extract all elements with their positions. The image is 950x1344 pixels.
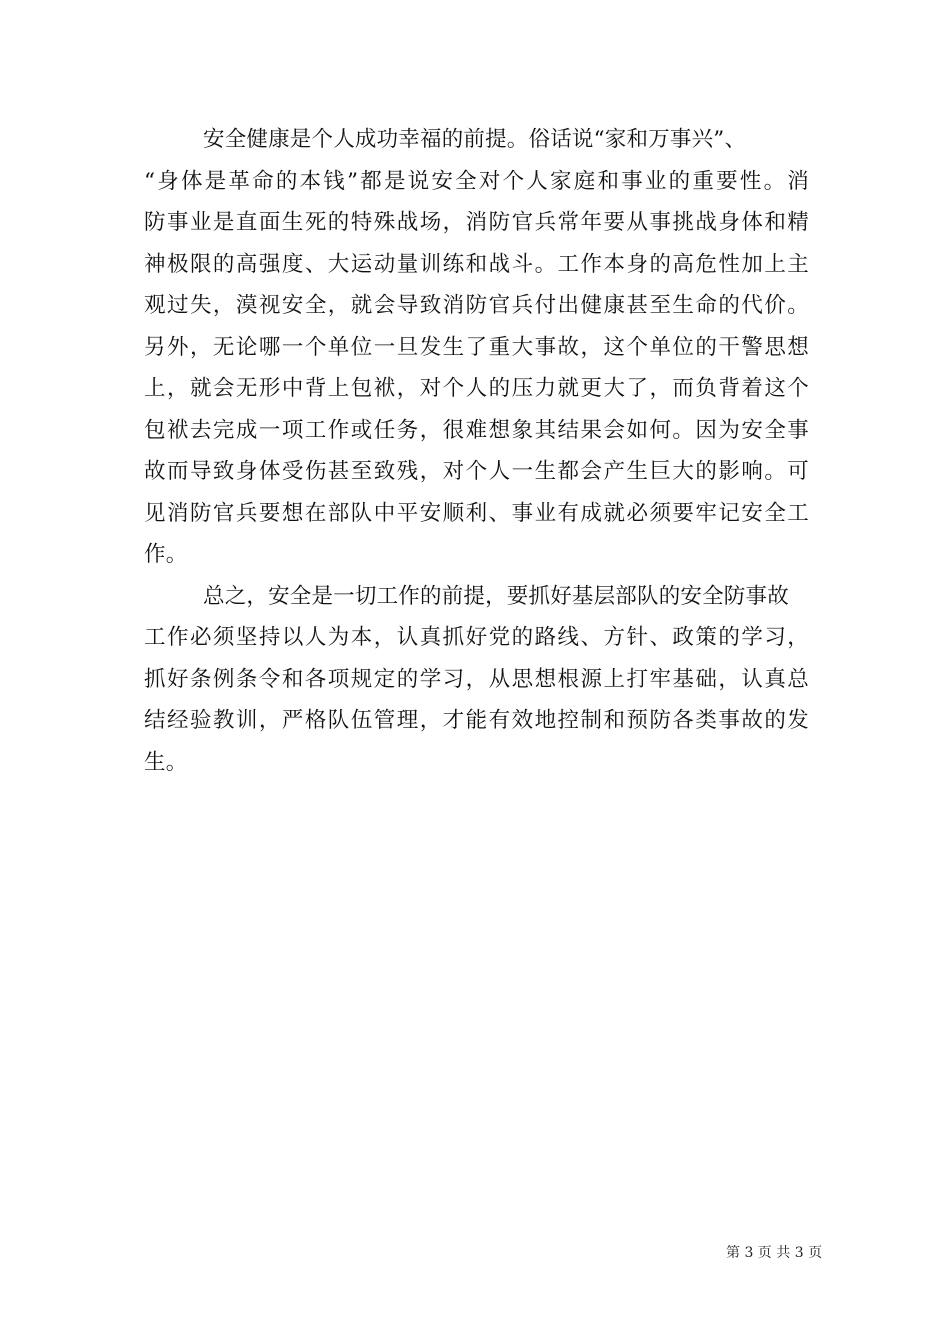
paragraph-2-line-2: 工作必须坚持以人为本，认真抓好党的路线、方针、政策的学习， [144, 625, 809, 650]
paragraph-2-line-3: 抓好条例条令和各项规定的学习，从思想根源上打牢基础，认真总 [144, 666, 809, 692]
paragraph-1-line-9: 故而导致身体受伤甚至致残，对个人一生都会产生巨大的影响。可 [144, 459, 809, 484]
page-number-footer: 第 3 页 共 3 页 [726, 1245, 823, 1261]
paragraph-1-line-11: 作。 [144, 542, 188, 567]
paragraph-1-line-1: 安全健康是个人成功幸福的前提。俗话说“家和万事兴”、 [203, 127, 747, 152]
paragraph-1-line-3: 防事业是直面生死的特殊战场，消防官兵常年要从事挑战身体和精 [144, 210, 809, 235]
body-text [144, 119, 809, 783]
paragraph-1-line-2: “身体是革命的本钱”都是说安全对个人家庭和事业的重要性。消 [144, 168, 809, 194]
paragraph-1-line-8: 包袱去完成一项工作或任务，很难想象其结果会如何。因为安全事 [144, 417, 809, 443]
paragraph-2-line-5: 生。 [144, 749, 188, 775]
paragraph-1-line-4: 神极限的高强度、大运动量训练和战斗。工作本身的高危性加上主 [144, 251, 809, 277]
paragraph-1-line-10: 见消防官兵要想在部队中平安顺利、事业有成就必须要牢记安全工 [144, 500, 809, 526]
paragraph-1-line-5: 观过失，漠视安全，就会导致消防官兵付出健康甚至生命的代价。 [144, 293, 809, 318]
paragraph-2-line-4: 结经验教训，严格队伍管理，才能有效地控制和预防各类事故的发 [144, 708, 809, 733]
paragraph-1-line-6: 另外，无论哪一个单位一旦发生了重大事故，这个单位的干警思想 [144, 334, 809, 360]
paragraph-1-line-7: 上，就会无形中背上包袱，对个人的压力就更大了，而负背着这个 [144, 376, 809, 401]
paragraph-2-line-1: 总之，安全是一切工作的前提，要抓好基层部队的安全防事故 [203, 583, 789, 609]
